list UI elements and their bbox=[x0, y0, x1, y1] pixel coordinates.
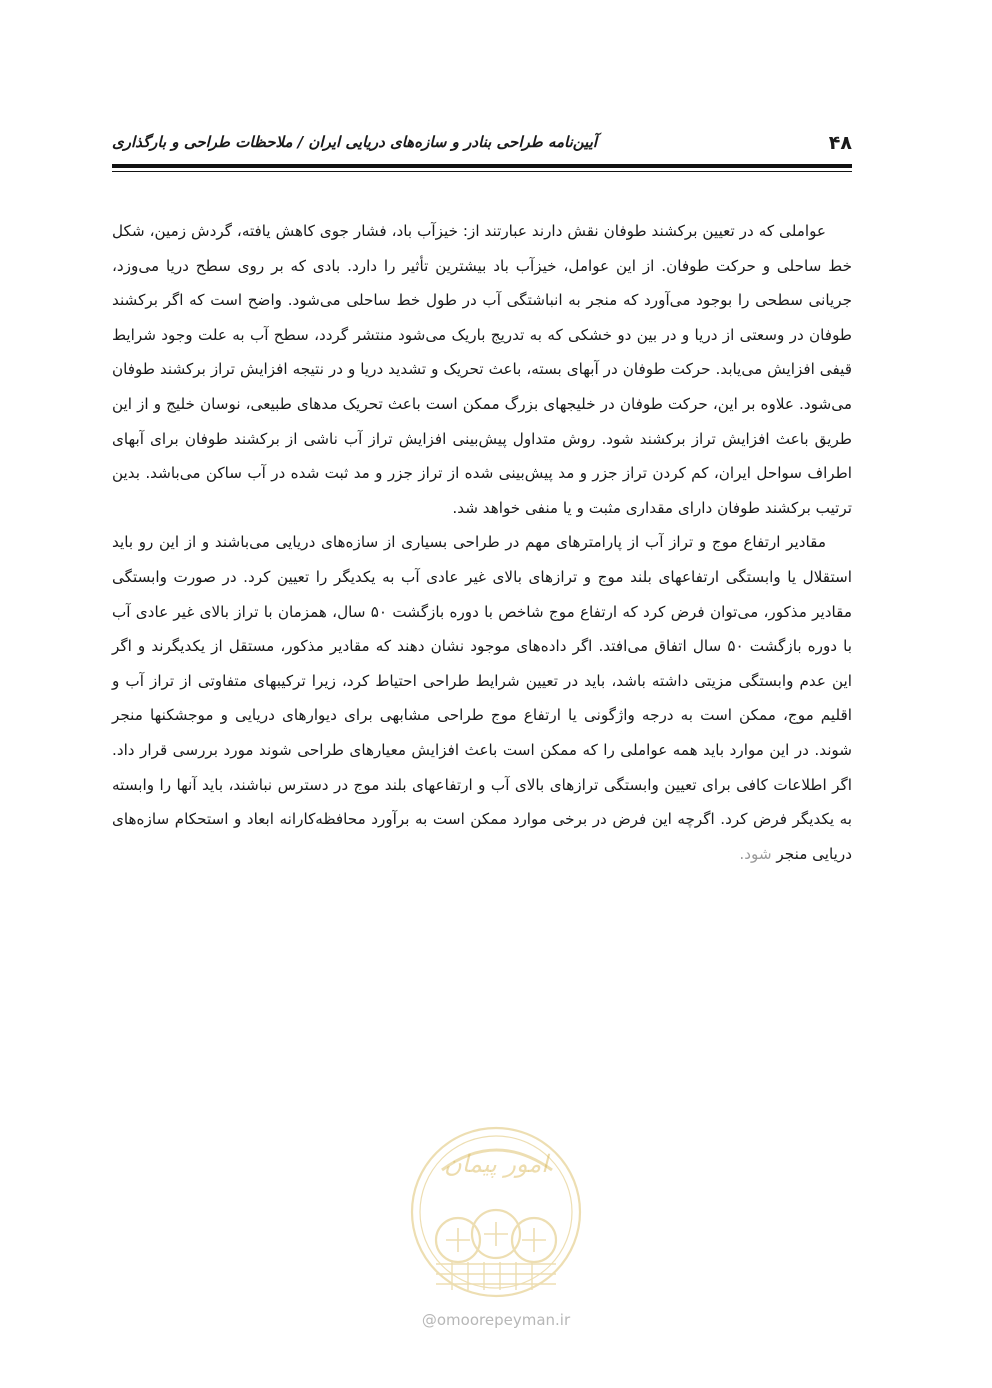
header-rule-thick bbox=[112, 164, 852, 168]
paragraph-2-text: مقادیر ارتفاع موج و تراز آب از پارامترهای مهم در طراحی بسیاری از سازه‌های دریایی می‌باشند و از این رو باید استقلال یا وابستگی ارتفاعهای بلند موج و ترازهای بالای غیر عادی آب به یکدیگر را تعیین کرد. در صورت وابستگی مقادیر مذکور، می‌توان فرض کرد که ارتفاع موج شاخص با دوره بازگشت ۵۰ سال، همزمان با تراز بالای غیر عادی آب با دوره بازگشت ۵۰ سال اتفاق می‌افتد. اگر داده‌های موجود نشان دهند که مقادیر مذکور، مستقل از یکدیگرند و اگر این عدم وابستگی مزیتی داشته باشد، باید در تعیین شرایط طراحی احتیاط کرد، زیرا ترکیبهای متفاوتی از تراز آب و اقلیم موج، ممکن است به درجه واژگونی یا ارتفاع موج طراحی مشابهی برای دیوارهای دریایی و موجشکنها منجر شوند. در این موارد باید همه عواملی را که ممکن است باعث افزایش معیارهای طراحی شوند مورد بررسی قرار داد. اگر اطلاعات کافی برای تعیین وابستگی ترازهای بالای آب و ارتفاعهای بلند موج در دسترس نباشند، باید آنها را وابسته به یکدیگر فرض کرد. اگرچه این فرض در برخی موارد ممکن است به برآورد محافظه‌کارانه ابعاد و استحکام سازه‌های دریایی منجر bbox=[112, 533, 852, 863]
paragraph-1: عواملی که در تعیین برکشند طوفان نقش دارند عبارتند از: خیزآب باد، فشار جوی کاهش یافته، گردش زمین، شکل خط ساحلی و حرکت طوفان. از این عوامل، خیزآب باد بیشترین تأثیر را دارد. بادی که بر روی سطح دریا می‌وزد، جریانی سطحی را بوجود می‌آورد که منجر به انباشتگی آب در طول خط ساحلی می‌شود. واضح است که اگر برکشند طوفان در وسعتی از دریا و در بین دو خشکی که به تدریج باریک می‌شود منتشر گردد، سطح آب به علت وجود شرایط قیفی افزایش می‌یابد. حرکت طوفان در آبهای بسته، باعث تحریک و تشدید دریا و در نتیجه افزایش تراز برکشند طوفان می‌شود. علاوه بر این، حرکت طوفان در خلیجهای بزرگ ممکن است باعث تحریک مدهای طبیعی، نوسان خلیج و از این طریق باعث افزایش تراز برکشند شود. روش متداول پیش‌بینی افزایش تراز آب ناشی از برکشند طوفان برای آبهای اطراف سواحل ایران، کم کردن تراز جزر و مد پیش‌بینی شده از تراز جزر و مد ثبت شده در آب ساکن می‌باشد. بدین ترتیب برکشند طوفان دارای مقداری مثبت و یا منفی خواهد شد. bbox=[112, 222, 852, 517]
watermark-logo-text: امور پیمان bbox=[444, 1150, 548, 1178]
paragraph-2-last-word: شود. bbox=[739, 844, 772, 863]
header-rule-thin bbox=[112, 171, 852, 172]
body-text bbox=[112, 214, 852, 871]
page-header bbox=[112, 128, 852, 160]
paragraph-2 bbox=[112, 525, 852, 871]
running-title: آیین‌نامه طراحی بنادر و سازه‌های دریایی ایران / ملاحظات طراحی و بارگذاری bbox=[112, 133, 598, 151]
page-number: ۴۸ bbox=[828, 132, 852, 154]
watermark-url: @omoorepeyman.ir bbox=[421, 1311, 571, 1329]
